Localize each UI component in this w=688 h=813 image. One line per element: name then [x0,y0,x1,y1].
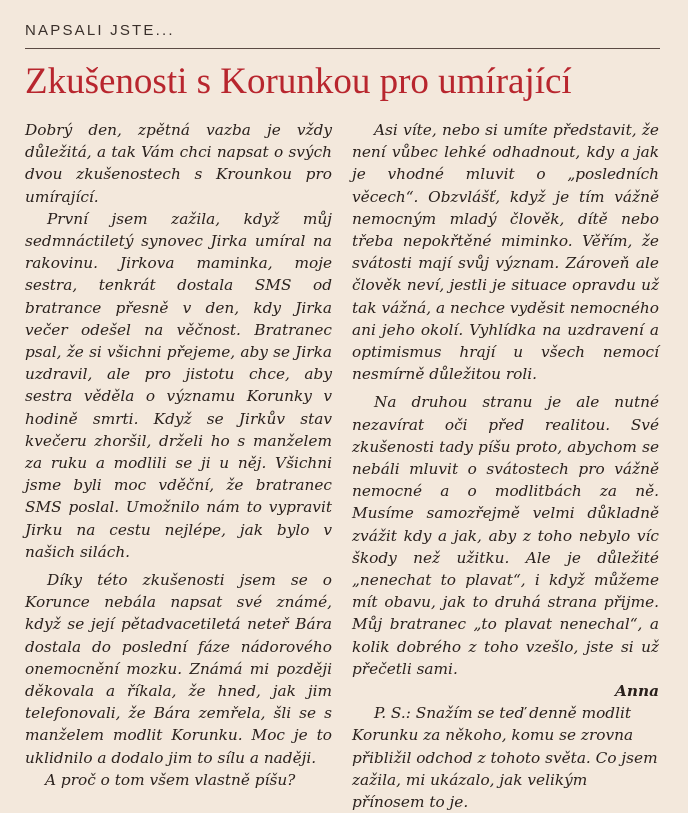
paragraph-question: A proč o tom všem vlastně píšu? [45,770,296,789]
header-rule [25,48,660,49]
postscript: P. S.: Snažím se teď denně modlit Korunku za někoho, komu se zrovna přibližil odchod z tohoto světa. Co jsem zažila, mi ukázalo, jak velikým přínosem to je. [352,704,658,812]
section-label: NAPSALI JSTE... [25,22,175,39]
paragraph-difficulty: Asi víte, nebo si umíte představit, že není vůbec lehké odhadnout, kdy a jak je vhodné mluvit o „posledních věcech“. Obzvlášť, když je tím vážně nemocným mladý člověk, dítě nebo třeba nepokřtěné miminko. Věřím, že svátosti mají svůj význam. Zároveň ale člověk neví, jestli je situace opravdu už tak vážná, a nechce vyděsit nemocného ani jeho okolí. Vyhlídka na uzdravení a optimismus hrají u všech nemocí nesmírně důležitou roli. [352,121,659,384]
right-column [352,119,659,813]
paragraph-greeting: Dobrý den, zpětná vazba je vždy důležitá, a tak Vám chci napsat o svých dvou zkušenostech s Krounkou pro umírající. [25,121,332,206]
article-title: Zkušenosti s Korunkou pro umírající [25,61,572,102]
paragraph-second-experience: Díky této zkušenosti jsem se o Korunce nebála napsat své známé, když se její pětadvacetiletá neteř Bára dostala do poslední fáze nádorového onemocnění mozku. Známá mi později děkovala a říkala, že hned, jak jim telefonovali, že Bára zemřela, šli se s manželem modlit Korunku. Moc je to uklidnilo a dodalo jim to sílu a naději. [25,571,332,767]
signature: Anna [614,682,659,701]
paragraph-reality: Na druhou stranu je ale nutné nezavírat oči před realitou. Své zkušenosti tady píšu proto, abychom se nebáli mluvit o svátostech pro vážně nemocné a o modlitbách za ně. Musíme samozřejmě velmi důkladně zvážit kdy a jak, aby z toho nebylo víc škody než užitku. Ale je důležité „nenechat to plavat“, i když můžeme mít obavu, jak to druhá strana přijme. Můj bratranec „to plavat nenechal“, a kolik dobrého z toho vzešlo, jste si už přečetli sami. [352,393,659,678]
left-column [25,119,332,791]
paragraph-first-experience: První jsem zažila, když můj sedmnáctiletý synovec Jirka umíral na rakovinu. Jirkova maminka, moje sestra, tenkrát dostala SMS od bratrance přesně v den, kdy Jirka večer odešel na věčnost. Bratranec psal, že si všichni přejeme, aby se Jirka uzdravil, ale pro jistotu chce, aby sestra věděla o významu Korunky v hodině smrti. Když se Jirkův stav kvečeru zhoršil, drželi ho s manželem za ruku a modlili se ji u něj. Všichni jsme byli moc vděční, že bratranec SMS poslal. Umožnilo nám to vypravit Jirku na cestu nejlépe, jak bylo v našich silách. [25,209,332,561]
